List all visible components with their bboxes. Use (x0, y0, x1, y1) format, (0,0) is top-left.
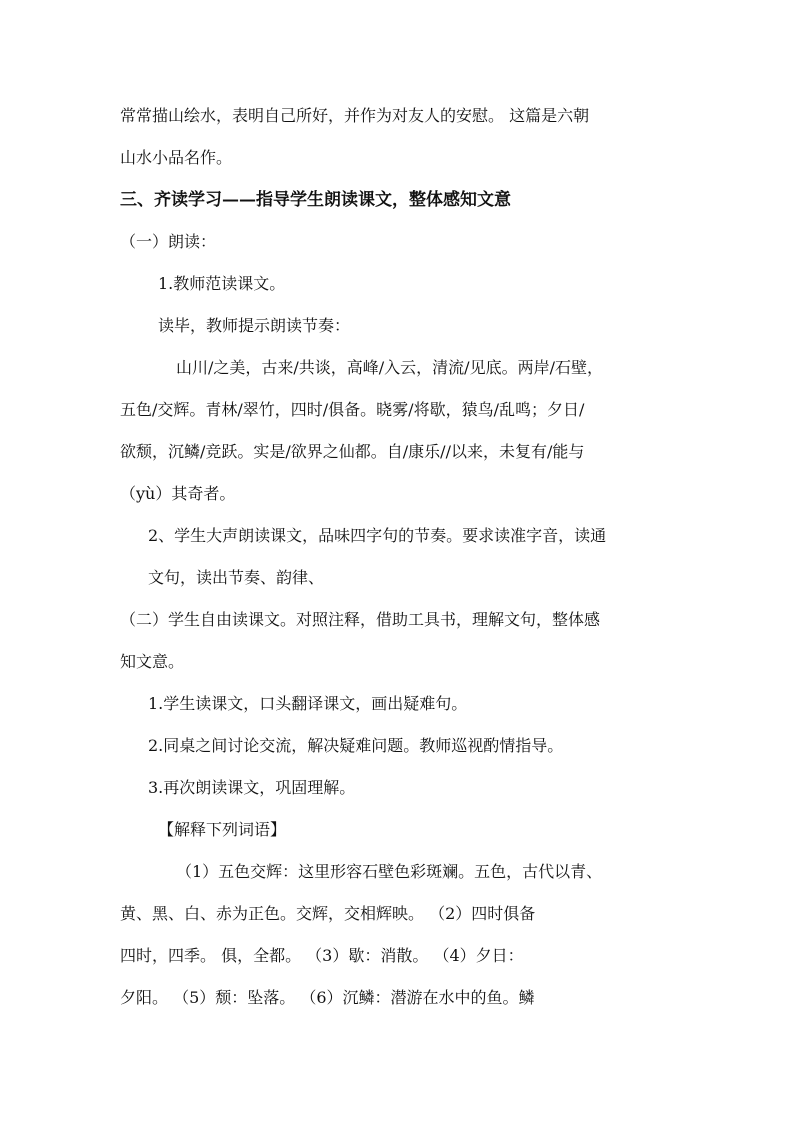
rhythm-line-4: （yù）其奇者。 (120, 484, 236, 503)
subsection-heading-2: （二）学生自由读课文。对照注释，借助工具书，理解文句，整体感 (120, 610, 601, 629)
paragraph-line-1: 常常描山绘水，表明自己所好，并作为对友人的安慰。 这篇是六朝 (120, 106, 590, 125)
list-item-2-cont: 文句，读出节奏、韵律、 (148, 568, 325, 587)
list-item-1: 1.教师范读课文。 (158, 274, 286, 293)
rhythm-line-2: 五色/交辉。青林/翠竹，四时/俱备。晓雾/将歇，猿鸟/乱鸣；夕日/ (120, 400, 585, 419)
paragraph-line-2: 山水小品名作。 (120, 148, 233, 167)
list-item-5: 3.再次朗读课文，巩固理解。 (148, 778, 356, 797)
subsection-heading-2-cont: 知文意。 (120, 652, 185, 671)
list-item-4: 2.同桌之间讨论交流，解决疑难问题。教师巡视酌情指导。 (148, 736, 564, 755)
vocabulary-line-2: 黄、黑、白、赤为正色。交辉，交相辉映。 （2）四时俱备 (120, 904, 536, 923)
vocabulary-line-4: 夕阳。 （5）颓：坠落。 （6）沉鳞：潜游在水中的鱼。鳞 (120, 988, 535, 1007)
list-item-3: 1.学生读课文，口头翻译课文，画出疑难句。 (148, 694, 468, 713)
rhythm-line-1: 山川/之美，古来/共谈，高峰/入云，清流/见底。两岸/石壁， (176, 358, 603, 377)
vocabulary-heading: 【解释下列词语】 (158, 820, 287, 839)
vocabulary-line-1: （1）五色交辉：这里形容石壁色彩斑斓。五色，古代以青、 (176, 862, 603, 881)
paragraph-line-3: 读毕，教师提示朗读节奏： (158, 316, 351, 335)
vocabulary-line-3: 四时，四季。 俱，全都。 （3）歇：消散。 （4）夕日： (120, 946, 524, 965)
section-heading-3: 三、齐读学习——指导学生朗读课文，整体感知文意 (120, 190, 511, 210)
rhythm-line-3: 欲颓，沉鳞/竞跃。实是/欲界之仙都。自/康乐//以来，未复有/能与 (120, 442, 585, 461)
list-item-2: 2、学生大声朗读课文，品味四字句的节奏。要求读准字音，读通 (148, 526, 607, 545)
subsection-heading-1: （一）朗读： (120, 232, 217, 251)
